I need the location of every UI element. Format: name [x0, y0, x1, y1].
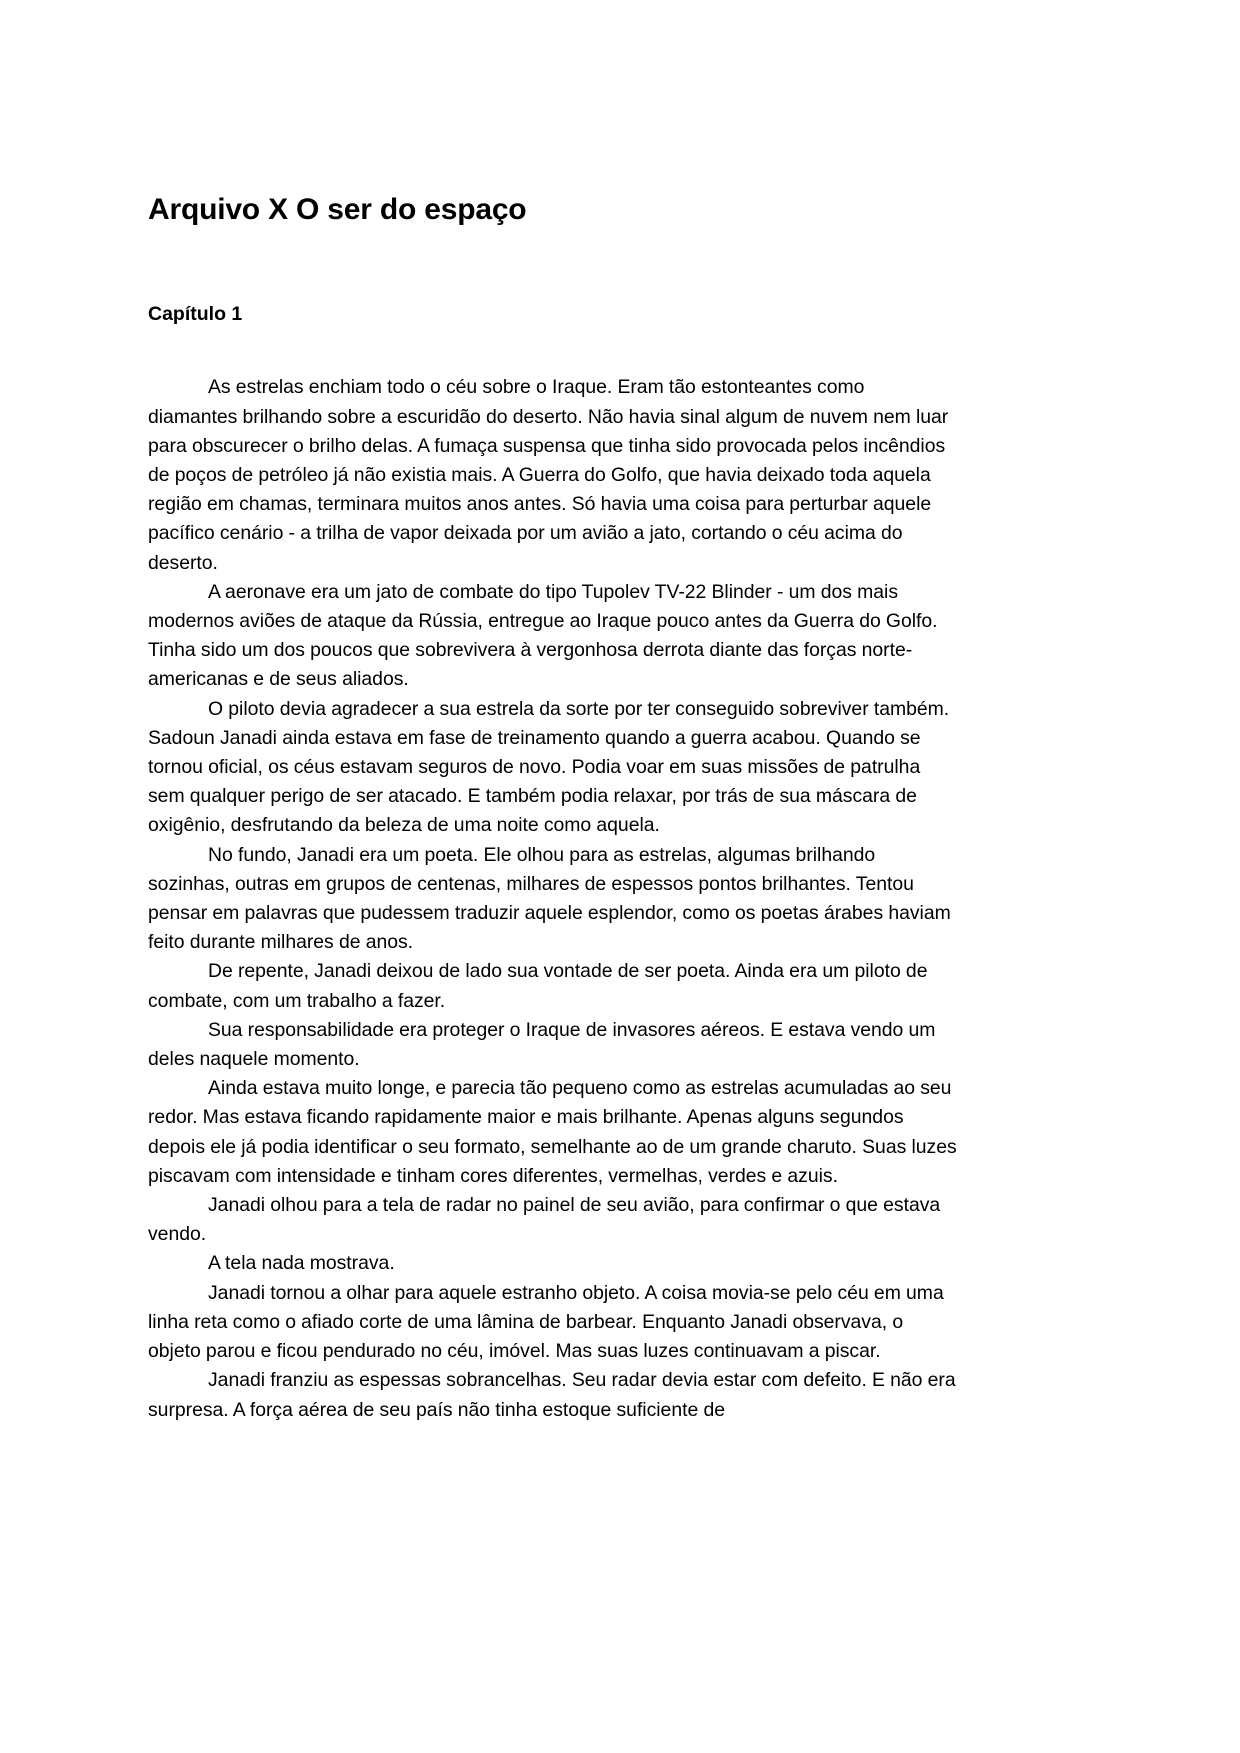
- paragraph: A tela nada mostrava.: [208, 1252, 395, 1275]
- paragraph: A aeronave era um jato de combate do tipo Tupolev TV-22 Blinder - um dos mais modernos aviões de ataque da Rússia, entregue ao Iraque pouco antes da Guerra do Golfo. Tinha sido um dos poucos que sobrevivera à vergonhosa derrota diante das forças norte-americanas e de seus aliados.: [148, 580, 938, 691]
- paragraph: As estrelas enchiam todo o céu sobre o Iraque. Eram tão estonteantes como diamantes brilhando sobre a escuridão do deserto. Não havia sinal algum de nuvem nem luar para obscurecer o brilho delas. A fumaça suspensa que tinha sido provocada pelos incêndios de poços de petróleo já não existia mais. A Guerra do Golfo, que havia deixado toda aquela região em chamas, terminara muitos anos antes. Só havia uma coisa para perturbar aquele pacífico cenário - a trilha de vapor deixada por um avião a jato, cortando o céu acima do deserto.: [148, 376, 949, 574]
- page-title: Arquivo X O ser do espaço: [148, 193, 527, 226]
- chapter-heading: Capítulo 1: [148, 303, 243, 325]
- paragraph: Janadi franziu as espessas sobrancelhas. Seu radar devia estar com defeito. E não era surpresa. A força aérea de seu país não tinha estoque suficiente de: [148, 1369, 956, 1421]
- paragraph: O piloto devia agradecer a sua estrela da sorte por ter conseguido sobreviver também. Sadoun Janadi ainda estava em fase de treinamento quando a guerra acabou. Quando se tornou oficial, os céus estavam seguros de novo. Podia voar em suas missões de patrulha sem qualquer perigo de ser atacado. E também podia relaxar, por trás de sua máscara de oxigênio, desfrutando da beleza de uma noite como aquela.: [148, 697, 950, 837]
- paragraph: Sua responsabilidade era proteger o Iraque de invasores aéreos. E estava vendo um deles naquele momento.: [148, 1018, 936, 1071]
- page-content: [148, 0, 958, 1425]
- paragraph: No fundo, Janadi era um poeta. Ele olhou para as estrelas, algumas brilhando sozinhas, outras em grupos de centenas, milhares de espessos pontos brilhantes. Tentou pensar em palavras que pudessem traduzir aquele esplendor, como os poetas árabes haviam feito durante milhares de anos.: [148, 843, 951, 954]
- paragraph: Janadi tornou a olhar para aquele estranho objeto. A coisa movia-se pelo céu em uma linha reta como o afiado corte de uma lâmina de barbear. Enquanto Janadi observava, o objeto parou e ficou pendurado no céu, imóvel. Mas suas luzes continuavam a piscar.: [148, 1281, 944, 1363]
- paragraph: Ainda estava muito longe, e parecia tão pequeno como as estrelas acumuladas ao seu redor. Mas estava ficando rapidamente maior e mais brilhante. Apenas alguns segundos depois ele já podia identificar o seu formato, semelhante ao de um grande charuto. Suas luzes piscavam com intensidade e tinham cores diferentes, vermelhas, verdes e azuis.: [148, 1077, 957, 1187]
- paragraph: Janadi olhou para a tela de radar no painel de seu avião, para confirmar o que estava vendo.: [148, 1194, 941, 1246]
- body-text: [148, 326, 958, 1424]
- paragraph: De repente, Janadi deixou de lado sua vontade de ser poeta. Ainda era um piloto de combate, com um trabalho a fazer.: [148, 960, 928, 1012]
